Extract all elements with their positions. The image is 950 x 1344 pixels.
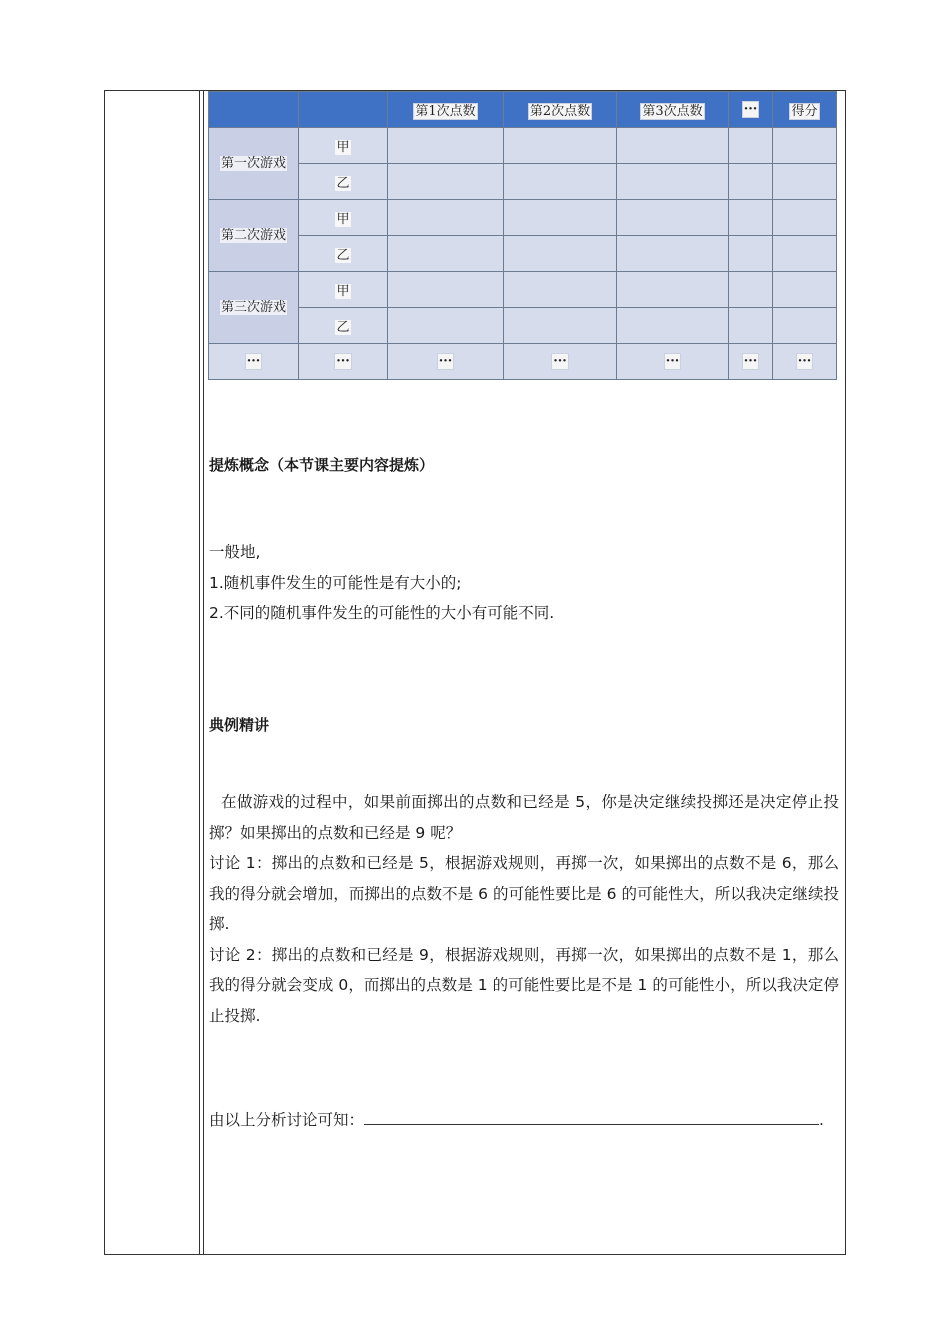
game-label-cell [209, 200, 299, 272]
ellipsis: ··· [246, 354, 261, 369]
table-cell [504, 236, 617, 272]
header-cell [388, 92, 504, 128]
table-row [209, 236, 837, 272]
discussion-1: 讨论 1：掷出的点数和已经是 5，根据游戏规则，再掷一次，如果掷出的点数不是 6，那么我的得分就会增加，而掷出的点数不是 6 的可能性要比是 6 的可能性大，所以我决定继续投掷. [209, 854, 839, 933]
table-cell [504, 200, 617, 236]
table-cell [729, 128, 773, 164]
example-question: 在做游戏的过程中，如果前面掷出的点数和已经是 5，你是决定继续投掷还是决定停止投掷？如果掷出的点数和已经是 9 呢？ [209, 793, 839, 842]
table-cell [773, 236, 837, 272]
ellipsis-cell [388, 344, 504, 380]
table-cell [617, 164, 729, 200]
ellipsis-cell [617, 344, 729, 380]
table-cell [729, 272, 773, 308]
table-cell [388, 272, 504, 308]
table-cell [617, 308, 729, 344]
ellipsis-cell [504, 344, 617, 380]
player-cell [299, 164, 388, 200]
ellipsis: ··· [797, 354, 812, 369]
column-divider-inner [203, 91, 204, 1254]
player-label: 乙 [336, 176, 350, 191]
player-cell [299, 200, 388, 236]
column-divider [199, 91, 200, 1254]
conclusion-label: 由以上分析讨论可知： [209, 1111, 365, 1129]
ellipsis: ··· [553, 354, 567, 369]
game-label-cell [209, 272, 299, 344]
example-heading: 典例精讲 [209, 716, 270, 734]
concept-point-2: 2.不同的随机事件发生的可能性的大小有可能不同. [209, 604, 555, 622]
table-cell [504, 164, 617, 200]
ellipsis: ··· [743, 354, 758, 369]
player-label: 甲 [336, 212, 350, 227]
table-cell [388, 128, 504, 164]
table-cell [729, 308, 773, 344]
header-cell [504, 92, 617, 128]
header-score: 得分 [791, 104, 818, 119]
table-cell [388, 200, 504, 236]
header-cell [617, 92, 729, 128]
score-table [208, 91, 837, 380]
game-label: 第二次游戏 [220, 228, 286, 243]
concept-point-1: 1.随机事件发生的可能性是有大小的; [209, 573, 462, 592]
table-cell [504, 272, 617, 308]
table-row [209, 308, 837, 344]
player-cell [299, 272, 388, 308]
table-cell [773, 200, 837, 236]
game-label: 第一次游戏 [220, 156, 286, 171]
ellipsis-cell [299, 344, 388, 380]
table-cell [504, 128, 617, 164]
player-label: 乙 [336, 320, 350, 335]
player-cell [299, 128, 388, 164]
table-header-row [209, 92, 837, 128]
header-roll-2: 第2次点数 [529, 104, 591, 119]
ellipsis: ··· [438, 354, 453, 369]
conclusion-line [209, 1105, 839, 1136]
ellipsis: ··· [665, 354, 680, 369]
table-row-ellipsis [209, 344, 837, 380]
table-cell [617, 236, 729, 272]
ellipsis: ··· [336, 354, 350, 369]
table-cell [617, 272, 729, 308]
table-cell [773, 272, 837, 308]
concept-heading: 提炼概念（本节课主要内容提炼） [209, 456, 435, 474]
table-cell [617, 200, 729, 236]
table-row [209, 128, 837, 164]
concept-intro: 一般地, [209, 543, 261, 561]
player-label: 甲 [336, 140, 350, 155]
player-label: 乙 [336, 248, 350, 263]
game-label: 第三次游戏 [220, 300, 286, 315]
ellipsis-cell [729, 344, 773, 380]
answer-blank[interactable] [364, 1108, 819, 1125]
table-cell [729, 164, 773, 200]
table-cell [388, 164, 504, 200]
example-body [209, 787, 839, 1031]
table-cell [773, 128, 837, 164]
table-cell [773, 308, 837, 344]
concept-body [209, 537, 839, 629]
discussion-2: 讨论 2：掷出的点数和已经是 9，根据游戏规则，再掷一次，如果掷出的点数不是 1，那么我的得分就会变成 0，而掷出的点数是 1 的可能性要比是不是 1 的可能性小，所以我决定停止投掷. [209, 945, 839, 1025]
game-label-cell [209, 128, 299, 200]
table-row [209, 272, 837, 308]
ellipsis-cell [773, 344, 837, 380]
conclusion-end: . [819, 1111, 824, 1129]
table-cell [388, 236, 504, 272]
table-cell [729, 236, 773, 272]
player-cell [299, 236, 388, 272]
header-roll-1: 第1次点数 [415, 104, 476, 119]
table-cell [504, 308, 617, 344]
header-cell [773, 92, 837, 128]
table-row [209, 164, 837, 200]
table-cell [388, 308, 504, 344]
ellipsis-cell [209, 344, 299, 380]
player-cell [299, 308, 388, 344]
table-row [209, 200, 837, 236]
table-cell [729, 200, 773, 236]
header-roll-3: 第3次点数 [642, 104, 703, 119]
player-label: 甲 [336, 284, 350, 299]
header-cell [209, 92, 299, 128]
table-cell [773, 164, 837, 200]
table-cell [617, 128, 729, 164]
header-cell [729, 92, 773, 128]
header-cell [299, 92, 388, 128]
header-ellipsis: ··· [743, 102, 758, 117]
